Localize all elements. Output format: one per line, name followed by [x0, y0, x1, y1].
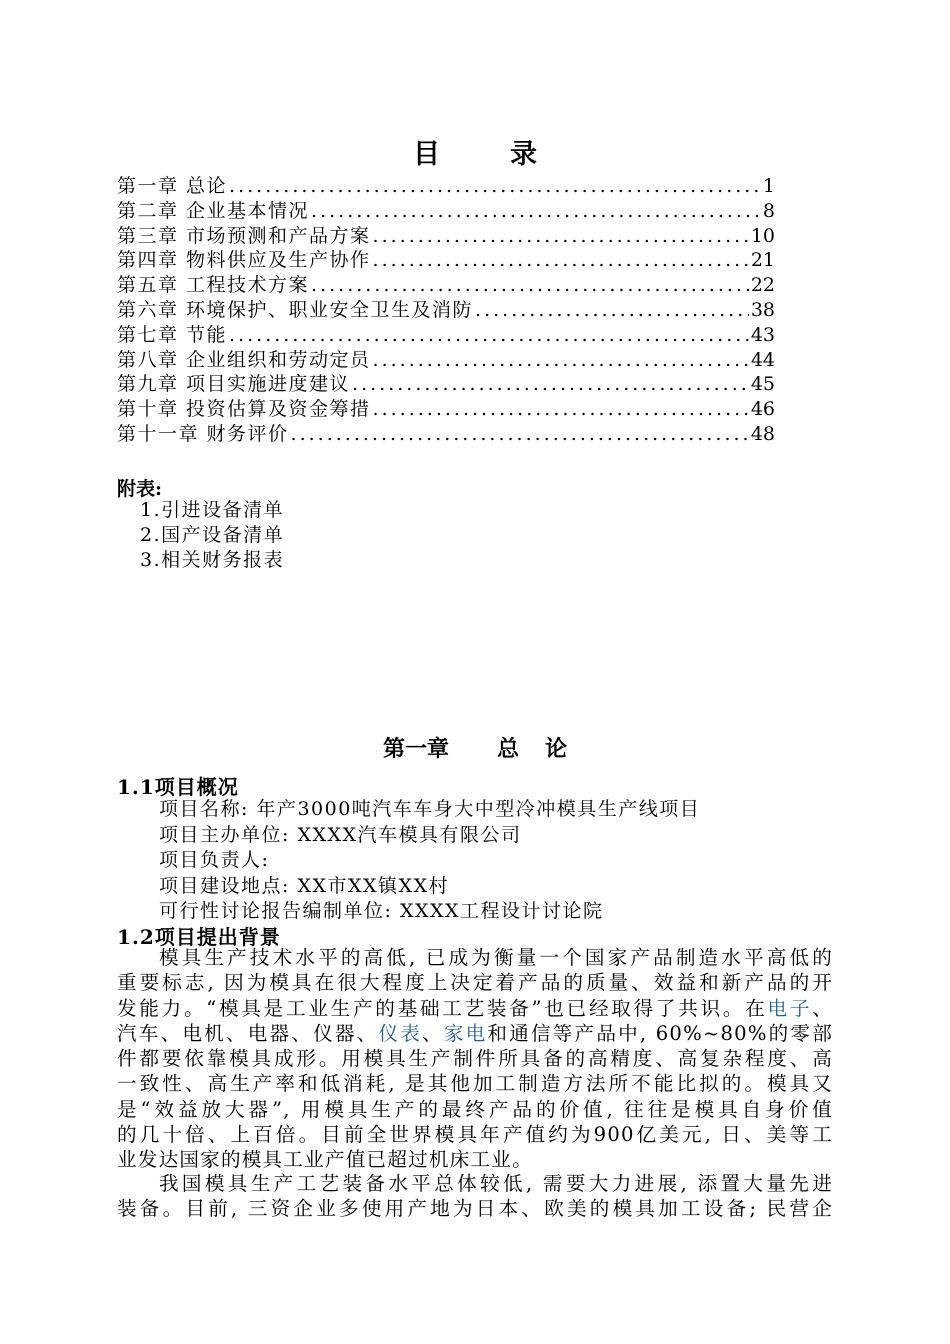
toc-leader-dots [229, 323, 749, 348]
chapter-name-part: 论 [545, 736, 568, 762]
section-heading: 1.1项目概况 [117, 775, 239, 799]
toc-entry-label: 第一章 总论 [117, 175, 228, 197]
toc-entry-label: 第八章 企业组织和劳动定员 [117, 348, 371, 371]
info-line: 可行性讨论报告编制单位: XXXX工程设计讨论院 [159, 900, 604, 922]
toc-entry[interactable] [117, 248, 775, 273]
body-paragraph [117, 945, 833, 1173]
text-line: 的几十倍、上百倍。目前全世界模具年产值约为900亿美元, 日、美等工 [117, 1123, 833, 1147]
text-line: 是“效益放大器”, 用模具生产的最终产品的价值, 往往是模具自身价值 [117, 1097, 833, 1121]
text-line [117, 996, 833, 1021]
toc-entry[interactable] [117, 199, 775, 224]
toc-leader-dots [311, 199, 761, 224]
info-line: 项目建设地点: XX市XX镇XX村 [159, 874, 450, 897]
toc-leader-dots [291, 422, 749, 447]
chapter-number: 第一章 [382, 736, 449, 762]
toc-entry-page: 10 [750, 224, 775, 247]
appendix-heading: 附表: [117, 478, 163, 500]
toc-leader-dots [373, 224, 749, 249]
appendix-item: 2.国产设备清单 [140, 524, 285, 546]
info-line: 项目负责人: [159, 849, 270, 871]
toc-leader-dots [373, 248, 749, 273]
toc-entry-page: 46 [750, 398, 775, 421]
body-paragraph [117, 1171, 833, 1222]
toc-entry-label: 第二章 企业基本情况 [117, 199, 310, 222]
toc-leader-dots [352, 372, 749, 397]
toc-title-left: 目 [413, 139, 440, 170]
chapter-title [0, 732, 950, 763]
toc-leader-dots [373, 348, 749, 373]
toc-entry-label: 第三章 市场预测和产品方案 [117, 224, 371, 247]
text-line: 重要标志, 因为模具在很大程度上决定着产品的质量、效益和新产品的开 [117, 971, 833, 995]
toc-entry-page: 1 [762, 175, 775, 197]
text-span: 发能力。“模具是工业生产的基础工艺装备”也已经取得了共识。在 [117, 996, 768, 1020]
toc-entry[interactable] [117, 323, 775, 348]
section-heading: 1.2项目提出背景 [117, 925, 281, 949]
chapter-name-part: 总 [496, 736, 519, 762]
text-line [117, 1021, 833, 1046]
text-line: 业发达国家的模具工业产值已超过机床工业。 [117, 1148, 533, 1172]
toc-title-right: 录 [510, 139, 537, 170]
toc-entry-page: 8 [762, 199, 775, 222]
toc-entry-label: 第十一章 财务评价 [117, 422, 289, 445]
toc-entry-label: 第五章 工程技术方案 [117, 274, 310, 297]
toc-entry[interactable] [117, 298, 775, 323]
toc-leader-dots [475, 298, 749, 323]
toc-leader-dots [311, 273, 749, 298]
text-span: 和通信等产品中, 60%~80%的零部 [487, 1021, 834, 1045]
text-line: 模具生产技术水平的高低, 已成为衡量一个国家产品制造水平高低的 [159, 946, 833, 969]
appendix-list [140, 498, 284, 573]
toc-entry[interactable] [117, 422, 775, 447]
text-span: 汽车、电机、电器、仪器、 [117, 1021, 379, 1045]
text-span: 、 [422, 1021, 444, 1045]
toc-leader-dots [373, 397, 749, 422]
toc-entry-label: 第七章 节能 [117, 323, 228, 346]
toc-entry-page: 45 [750, 373, 775, 396]
project-info [159, 797, 700, 925]
toc-entry-label: 第四章 物料供应及生产协作 [117, 249, 371, 272]
info-line: 项目主办单位: XXXX汽车模具有限公司 [159, 823, 522, 846]
toc-leader-dots [229, 174, 761, 199]
text-line: 装备。目前, 三资企业多使用产地为日本、欧美的模具加工设备; 民营企 [117, 1197, 833, 1221]
toc-entry[interactable] [117, 348, 775, 373]
text-span: 、 [812, 996, 833, 1020]
text-line: 件都要依靠模具成形。用模具生产制件所具备的高精度、高复杂程度、高 [117, 1047, 833, 1071]
toc-entry-page: 22 [750, 274, 775, 297]
toc-entry-page: 38 [750, 298, 775, 321]
toc-entry-label: 第九章 项目实施进度建议 [117, 373, 351, 396]
toc-entry-page: 48 [750, 422, 775, 445]
link-instruments[interactable]: 仪表 [378, 1021, 423, 1045]
link-electronics[interactable]: 电子 [767, 996, 813, 1020]
toc-entry-label: 第六章 环境保护、职业安全卫生及消防 [117, 298, 474, 321]
table-of-contents [117, 174, 775, 447]
text-line: 我国模具生产工艺装备水平总体较低, 需要大力进展, 添置大量先进 [159, 1172, 833, 1195]
toc-entry[interactable] [117, 273, 775, 298]
toc-title [0, 132, 950, 171]
toc-entry-page: 44 [750, 348, 775, 371]
link-appliances[interactable]: 家电 [443, 1021, 488, 1045]
toc-entry[interactable] [117, 397, 775, 422]
toc-entry[interactable] [117, 174, 775, 199]
appendix-item: 1.引进设备清单 [140, 499, 285, 521]
toc-entry[interactable] [117, 372, 775, 397]
toc-entry-label: 第十章 投资估算及资金筹措 [117, 398, 371, 421]
text-line: 一致性、高生产率和低消耗, 是其他加工制造方法所不能比拟的。模具又 [117, 1072, 833, 1096]
toc-entry-page: 21 [750, 249, 775, 272]
toc-entry[interactable] [117, 224, 775, 249]
info-line: 项目名称: 年产3000吨汽车车身大中型冷冲模具生产线项目 [159, 798, 701, 820]
appendix-item: 3.相关财务报表 [140, 549, 285, 571]
toc-entry-page: 43 [750, 323, 775, 346]
